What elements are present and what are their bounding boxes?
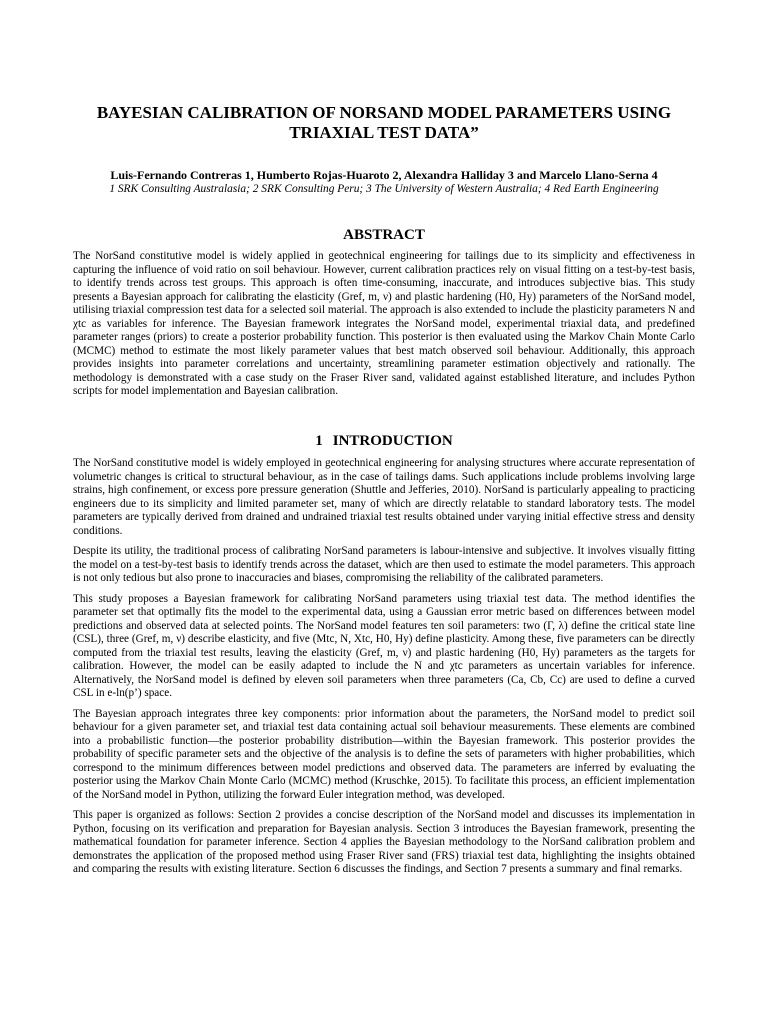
intro-paragraph: This paper is organized as follows: Section 2 provides a concise description of the NorSand model and discusses its implementation in Python, focusing on its verification and preparation for Bayesian analysis. Section 3 introduces the Bayesian framework, presenting the mathematical foundation for parameter inference. Section 4 applies the Bayesian methodology to the NorSand calibration problem and demonstrates the application of the proposed method using Fraser River sand (FRS) triaxial test data, highlighting the insights obtained and comparing the results with existing literature. Section 6 discusses the findings, and Section 7 presents a summary and final remarks. <box>73 809 695 875</box>
abstract-heading: ABSTRACT <box>343 227 425 243</box>
paper-title: BAYESIAN CALIBRATION OF NORSAND MODEL PARAMETERS USING TRIAXIAL TEST DATA” <box>96 103 672 142</box>
section-number: 1 <box>315 433 323 449</box>
affiliation-list: 1 SRK Consulting Australasia; 2 SRK Consulting Peru; 3 The University of Western Australia; 4 Red Earth Engineering <box>109 183 659 195</box>
abstract-text: The NorSand constitutive model is widely applied in geotechnical engineering for tailings due to its simplicity and effectiveness in capturing the influence of void ratio on soil behaviour. However, current calibration practices rely on visual fitting on a test-by-test basis, to identify trends across test groups. This approach is often time-consuming, inaccurate, and introduces subjective bias. This study presents a Bayesian approach for calibrating the elasticity (Gref, m, ν) and plastic hardening (H0, Hy) parameters of the NorSand model, utilising triaxial compression test data for a selected soil material. The approach is also extended to include the plasticity parameters N and χtc as variables for inference. The Bayesian framework integrates the NorSand model, experimental triaxial data, and predefined parameter ranges (priors) to create a posterior probability function. This posterior is then evaluated using the Markov Chain Monte Carlo (MCMC) method to estimate the most likely parameter values that best match observed soil behaviour. Additionally, this approach provides insights into parameter correlations and uncertainty, streamlining parameter estimation objectively and rationally. The methodology is demonstrated with a case study on the Fraser River sand, validated against established literature, and includes Python scripts for model implementation and Bayesian calibration. <box>73 250 695 397</box>
abstract-section <box>73 250 695 406</box>
introduction-heading <box>73 432 695 450</box>
introduction-section <box>73 457 695 884</box>
intro-paragraph: The Bayesian approach integrates three key components: prior information about the parameters, the NorSand model to predict soil behaviour for a given parameter set, and triaxial test data containing actual soil behaviour measurements. These elements are combined into a probabilistic function—the posterior probability distribution—within the Bayesian framework. This posterior provides the probability of specific parameter sets and the objective of the analysis is to define the sets of parameters with higher probabilities, which correspond to the minimum differences between model predictions and observed data. The parameters are inferred by evaluating the posterior using the Markov Chain Monte Carlo (MCMC) method (Kruschke, 2015). To facilitate this process, an efficient implementation of the NorSand model in Python, utilizing the forward Euler integration method, was developed. <box>73 707 695 801</box>
section-title: INTRODUCTION <box>332 433 453 449</box>
author-list: Luis-Fernando Contreras 1, Humberto Rojas-Huaroto 2, Alexandra Halliday 3 and Marcelo Llano-Serna 4 <box>110 168 658 182</box>
intro-paragraph: Despite its utility, the traditional process of calibrating NorSand parameters is labour-intensive and subjective. It involves visually fitting the model on a test-by-test basis to identify trends across the dataset, which are then used to estimate the model parameters. This approach is not only tedious but also prone to inaccuracies and biases, compromising the reliability of the calibrated parameters. <box>73 545 695 584</box>
intro-paragraph: This study proposes a Bayesian framework for calibrating NorSand parameters using triaxial test data. The method identifies the parameter set that optimally fits the model to the experimental data, using a Gaussian error metric based on differences between model predictions and observed data at selected points. The NorSand model features ten soil parameters: two (Γ, λ) define the critical state line (CSL), three (Gref, m, ν) describe elasticity, and five (Mtc, N, Xtc, H0, Hy) define plasticity. Among these, five parameters can be directly computed from the triaxial test results, leaving the elasticity (Gref, m, ν) and plastic hardening (H0, Hy) parameters as the targets for calibration. However, the model can be easily adapted to include the N and χtc parameters as uncertain variables for inference. Alternatively, the NorSand model is defined by eleven soil parameters when three parameters (Ca, Cb, Cc) are used to define a curved CSL in e-ln(p’) space. <box>73 592 695 699</box>
intro-paragraph: The NorSand constitutive model is widely employed in geotechnical engineering for analysing structures where accurate representation of volumetric changes is critical to structural behaviour, as in the case of tailings dams. Such applications include problems involving large strains, high confinement, or excess pore pressure generation (Shuttle and Jefferies, 2010). NorSand is particularly appealing to practicing engineers due to its simplicity and limited parameter set, many of which are directly relatable to standard laboratory tests. The model parameters are typically derived from drained and undrained triaxial test results obtained under varying initial effective stress and density conditions. <box>73 457 695 537</box>
